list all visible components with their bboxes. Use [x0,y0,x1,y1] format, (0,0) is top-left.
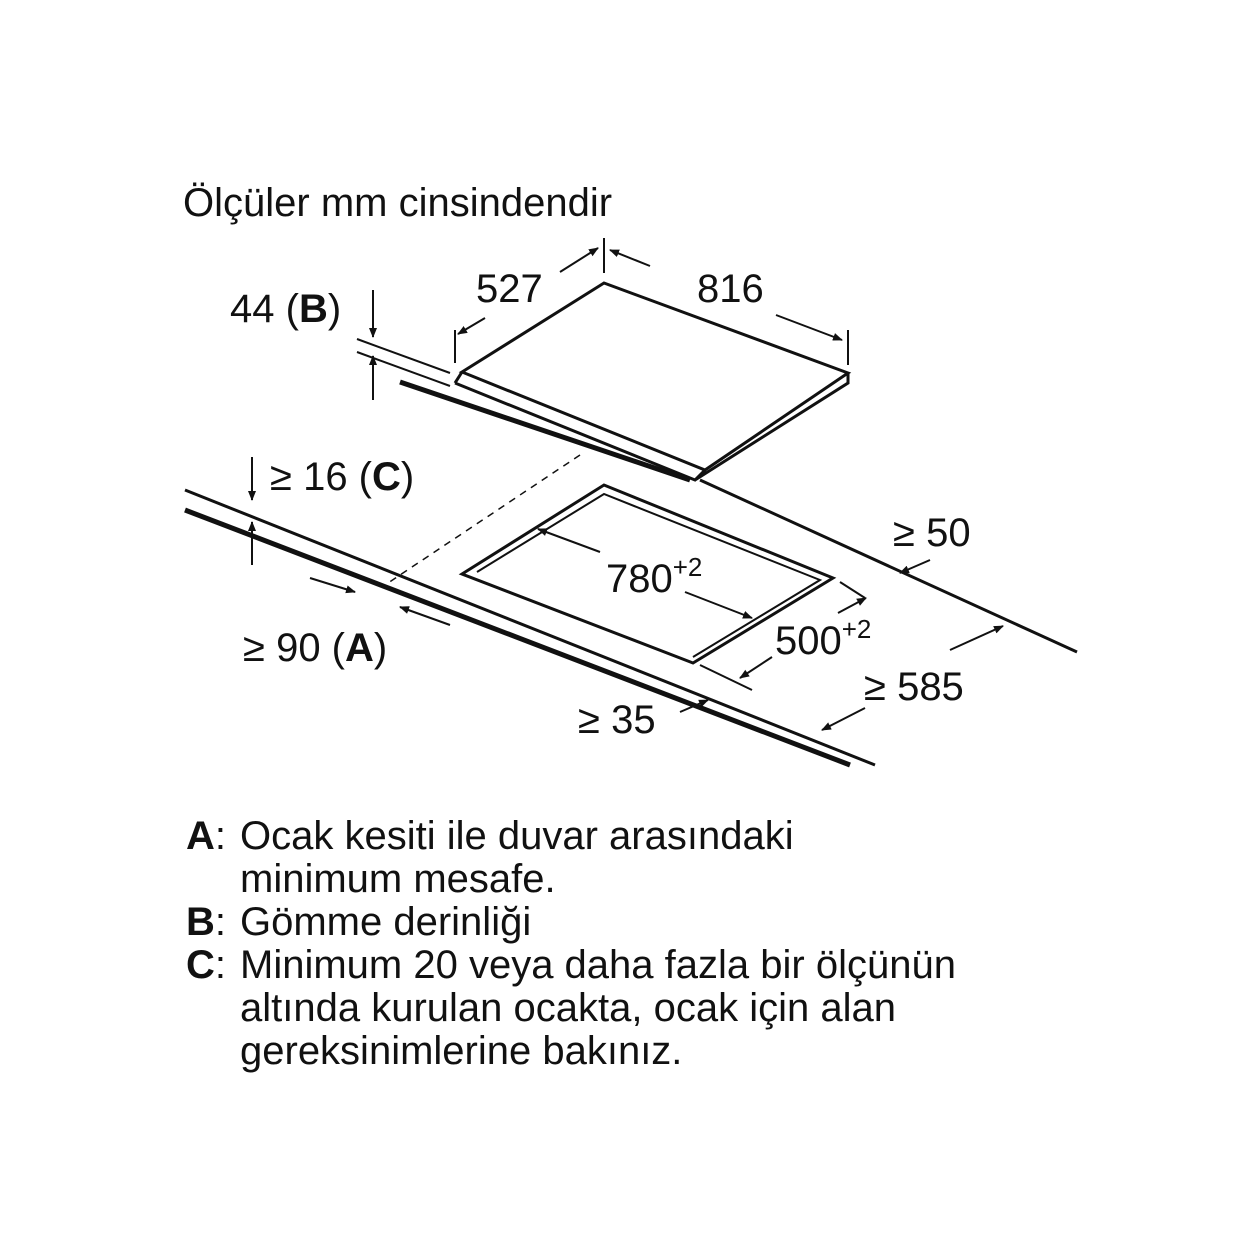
dim-500-tolerance: +2 [841,614,872,644]
dim-label-816: 816 [697,267,764,311]
dim-label-44-b [230,287,341,331]
dim-500-bottom [740,657,772,678]
worktop-back-edge [700,480,1077,652]
dim-90-value: ≥ 90 ( [243,626,345,670]
dim-500-top [838,598,866,613]
legend-text-b [240,901,531,944]
dim-44-value: 44 ( [230,287,299,331]
dim-585-top-arrow [950,626,1003,650]
dim-label-35: ≥ 35 [578,698,656,742]
legend-item-b [186,901,1186,944]
dim-90-key: A [345,626,374,670]
dim-label-527: 527 [476,267,543,311]
units-title: Ölçüler mm cinsindendir [183,181,613,225]
legend-key-a: A: [186,814,227,858]
dim-44-close: ) [327,287,342,331]
ext-line-b-top [357,339,450,373]
dim-16-key: C [372,455,401,499]
legend-key-b: B: [186,900,227,944]
hob-top-surface [462,283,848,470]
dim-label-585: ≥ 585 [864,665,964,709]
legend-line: altında kurulan ocakta, ocak için alan [240,986,896,1030]
dim-816-right [776,315,842,340]
legend-line: Minimum 20 veya daha fazla bir ölçünün [240,943,956,987]
legend-line: minimum mesafe. [240,857,556,901]
dim-90-left-arrow [310,578,355,592]
dim-50-arrow [900,560,930,573]
dim-780-right [685,592,752,618]
dim-90-close: ) [373,626,388,670]
legend-text-c [240,944,956,1073]
legend-line: Ocak kesiti ile duvar arasındaki [240,814,794,858]
dim-16-close: ) [400,455,415,499]
ext-line-cutout-right [840,582,865,598]
legend-item-a [186,815,1186,901]
hob [400,283,848,480]
dim-16-value: ≥ 16 ( [270,455,372,499]
dim-527-right [560,248,598,272]
dim-780-tolerance: +2 [672,552,703,582]
ext-line-cutout-front [700,665,752,690]
dim-500-value: 500 [775,619,842,663]
dim-44-key: B [298,287,328,331]
dim-585-bottom-arrow [822,708,865,730]
dim-label-50: ≥ 50 [893,511,971,555]
hob-base-line [400,382,690,480]
legend-key-c: C: [186,943,227,987]
legend-text-a [240,815,794,901]
dim-816-left [610,250,650,266]
legend [186,815,1186,1073]
dim-527-left [458,318,485,334]
legend-line: Gömme derinliği [240,900,532,944]
legend-item-c [186,944,1186,1073]
dim-780-left [538,529,600,552]
dim-label-16-c [270,455,414,499]
hob-dimensions [357,238,848,400]
hob-side-edge [455,372,848,480]
dim-label-90-a [243,626,387,670]
dim-780-value: 780 [606,557,673,601]
dim-label-500 [775,614,871,663]
legend-line: gereksinimlerine bakınız. [240,1029,683,1073]
